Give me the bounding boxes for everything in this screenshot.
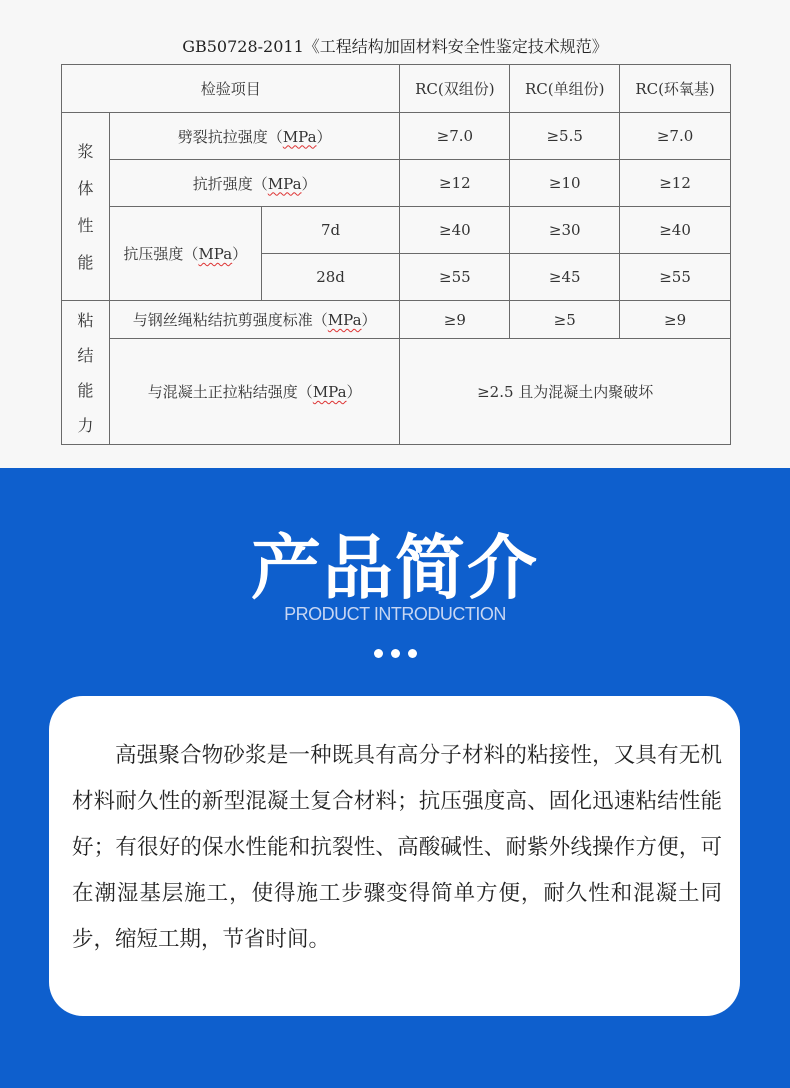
group-label-bond: 粘 结 能 力 (62, 301, 110, 445)
cell-value: ≥7.0 (620, 113, 731, 160)
row-label-tensile: 与混凝土正拉粘结强度（MPa） (109, 339, 400, 445)
cell-value: ≥40 (400, 207, 510, 254)
dot-icon (374, 649, 383, 658)
table-row (62, 339, 731, 445)
cell-value: ≥45 (510, 254, 620, 301)
dots-divider (0, 643, 790, 662)
group-label-slurry: 浆 体 性 能 (62, 113, 110, 301)
row-label-shear: 与钢丝绳粘结抗剪强度标准（MPa） (109, 301, 400, 339)
header-col1: RC(双组份) (400, 65, 510, 113)
section-title: 产品简介 (251, 527, 539, 609)
intro-card (49, 696, 740, 1016)
spec-section (0, 0, 790, 468)
table-row (62, 207, 731, 254)
age-28d: 28d (261, 254, 400, 301)
intro-text: 高强聚合物砂浆是一种既具有高分子材料的粘接性，又具有无机材料耐久性的新型混凝土复合材料；抗压强度高、固化迅速粘结性能好；有很好的保水性能和抗裂性、高酸碱性、耐紫外线操作方便，可在潮湿基层施工，使得施工步骤变得简单方便，耐久性和混凝土同步，缩短工期，节省时间。 (72, 743, 722, 952)
cell-value: ≥12 (620, 160, 731, 207)
row-label-split: 劈裂抗拉强度（MPa） (109, 113, 400, 160)
cell-value-merged: ≥2.5 且为混凝土内聚破坏 (400, 339, 731, 445)
cell-value: ≥5 (510, 301, 620, 339)
cell-value: ≥55 (400, 254, 510, 301)
table-header-row (62, 65, 731, 113)
table-row (62, 113, 731, 160)
standard-title: GB50728-2011《工程结构加固材料安全性鉴定技术规范》 (182, 37, 608, 56)
section-subtitle: PRODUCT INTRODUCTION (284, 604, 506, 624)
cell-value: ≥55 (620, 254, 731, 301)
cell-value: ≥40 (620, 207, 731, 254)
cell-value: ≥7.0 (400, 113, 510, 160)
cell-value: ≥10 (510, 160, 620, 207)
table-row (62, 160, 731, 207)
spec-table (61, 64, 731, 445)
cell-value: ≥5.5 (510, 113, 620, 160)
row-label-flex: 抗折强度（MPa） (109, 160, 400, 207)
cell-value: ≥30 (510, 207, 620, 254)
header-col2: RC(单组份) (510, 65, 620, 113)
dot-icon (391, 649, 400, 658)
row-label-comp: 抗压强度（MPa） (109, 207, 261, 301)
table-row (62, 301, 731, 339)
header-item: 检验项目 (62, 65, 400, 113)
age-7d: 7d (261, 207, 400, 254)
cell-value: ≥9 (400, 301, 510, 339)
dot-icon (408, 649, 417, 658)
cell-value: ≥12 (400, 160, 510, 207)
header-col3: RC(环氧基) (620, 65, 731, 113)
cell-value: ≥9 (620, 301, 731, 339)
